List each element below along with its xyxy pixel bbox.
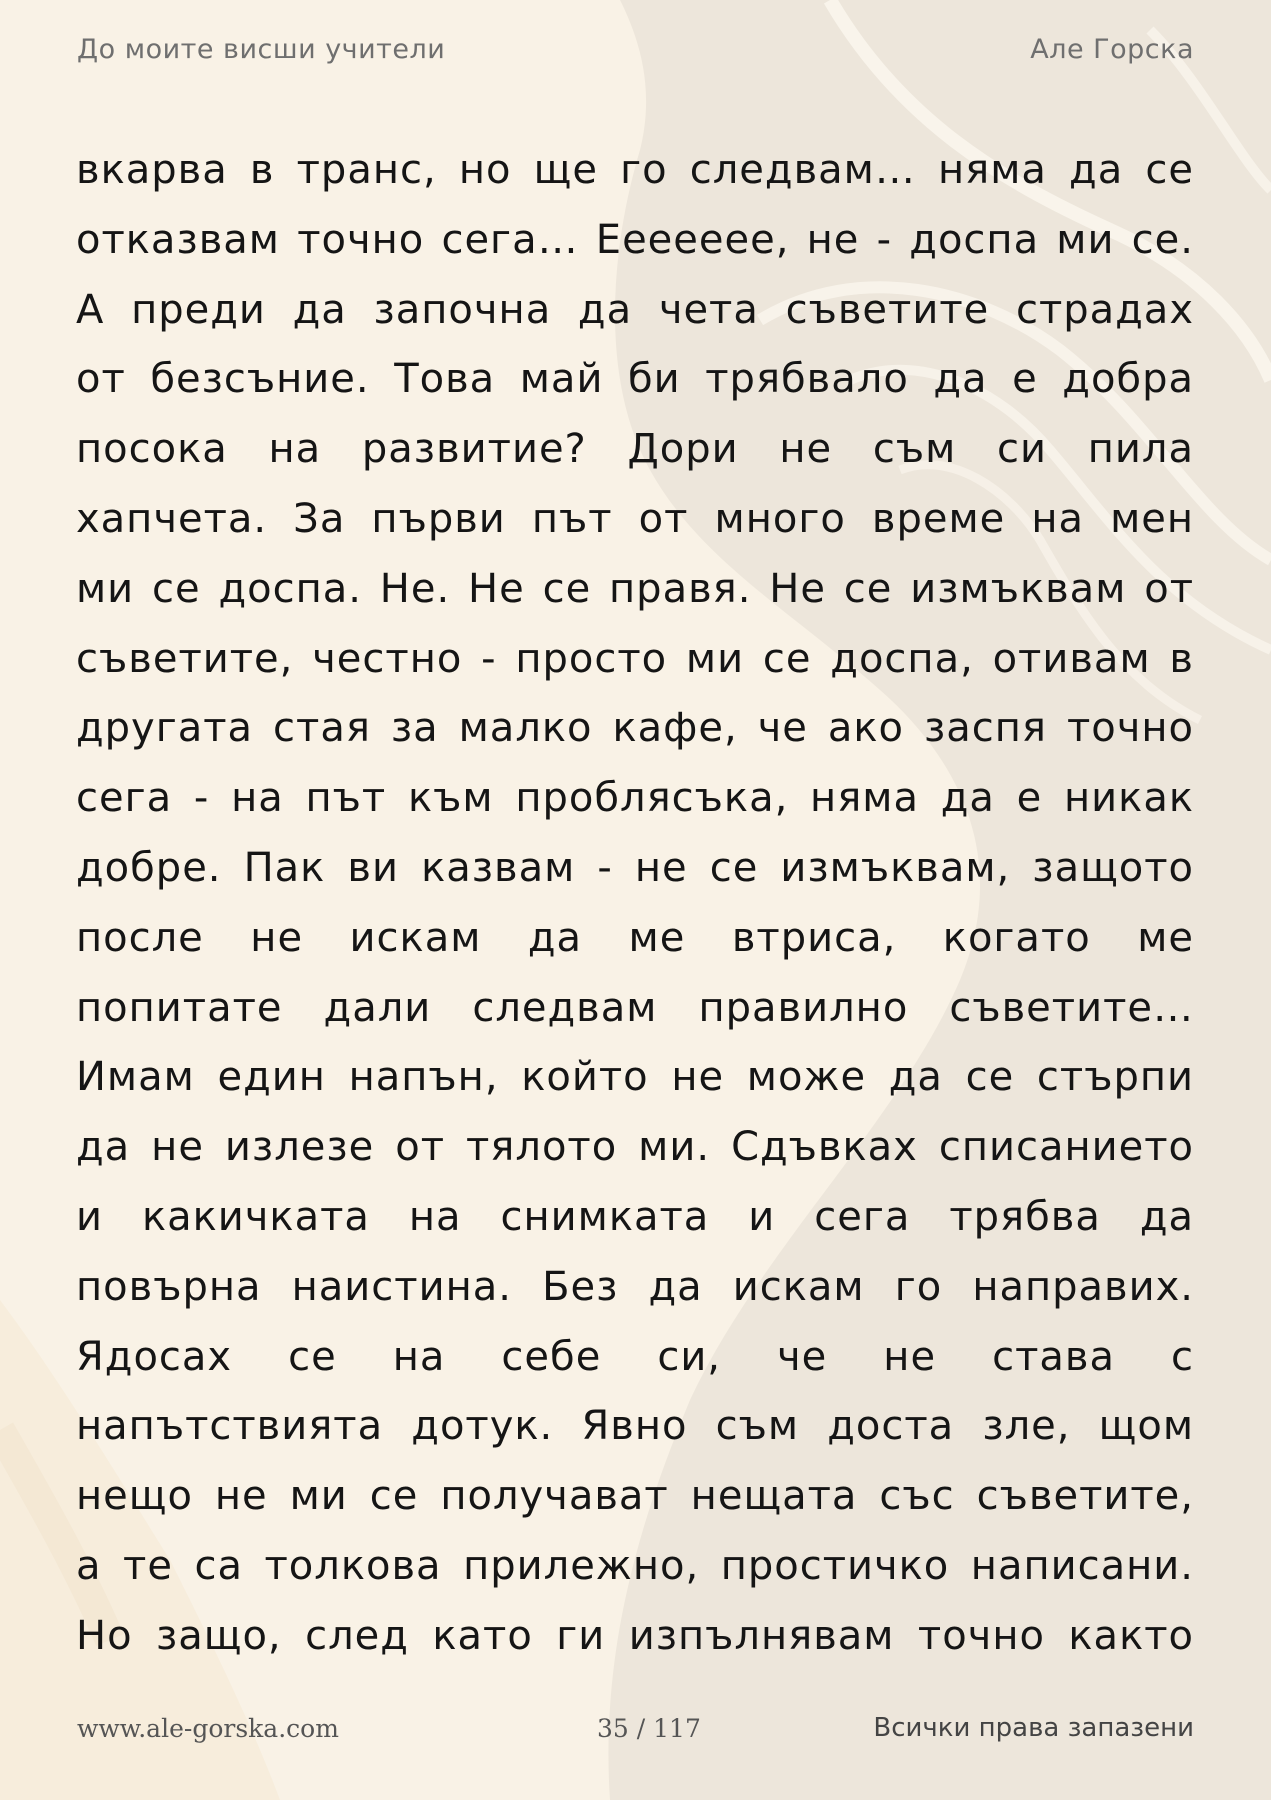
body-line: А преди да започна да чета съветите страдах bbox=[76, 286, 1194, 333]
body-line: другата стая за малко кафе, че ако заспя точно bbox=[76, 705, 1194, 752]
body-line: попитате дали следвам правилно съветите… bbox=[76, 984, 1194, 1031]
body-line: Имам един напън, който не може да се стърпи bbox=[76, 1054, 1194, 1101]
body-line: съветите, честно - просто ми се доспа, отивам в bbox=[76, 635, 1194, 682]
body-line: повърна наистина. Без да искам го направих. bbox=[76, 1263, 1194, 1310]
body-line: ми се доспа. Не. Не се правя. Не се измъквам от bbox=[76, 565, 1194, 612]
body-line: вкарва в транс, но ще го следвам… няма да се bbox=[76, 147, 1194, 193]
body-line: после не искам да ме втриса, когато ме bbox=[76, 914, 1194, 961]
body-line: хапчета. За първи път от много време на мен bbox=[76, 495, 1194, 542]
body-line: посока на развитие? Дори не съм си пила bbox=[76, 426, 1194, 473]
body-line: от безсъние. Това май би трябвало да е добра bbox=[76, 356, 1194, 403]
footer-website: www.ale-gorska.com bbox=[77, 1714, 339, 1743]
header-author: Але Горска bbox=[1030, 34, 1194, 65]
body-line: добре. Пак ви казвам - не се измъквам, защото bbox=[76, 844, 1194, 891]
body-line: отказвам точно сега… Ееееееe, не - доспа ми се. bbox=[76, 216, 1194, 263]
body-line: сега - на път към проблясъка, няма да е никак bbox=[76, 775, 1194, 822]
body-line: напътствията дотук. Явно съм доста зле, щом bbox=[76, 1403, 1194, 1450]
body-line: Но защо, след като ги изпълнявам точно както bbox=[76, 1612, 1194, 1659]
body-line: и какичката на снимката и сега трябва да bbox=[76, 1193, 1194, 1240]
body-line: Ядосах се на себе си, че не става с bbox=[76, 1333, 1194, 1380]
body-line: да не излезе от тялото ми. Сдъвках списанието bbox=[76, 1124, 1194, 1171]
body-text bbox=[76, 136, 1194, 1672]
body-line: а те са толкова прилежно, простичко написани. bbox=[76, 1542, 1194, 1589]
header-book-title: До моите висши учители bbox=[77, 34, 446, 65]
footer-rights: Всички права запазени bbox=[873, 1713, 1194, 1743]
footer-page-number: 35 / 117 bbox=[597, 1714, 701, 1743]
body-line: нещо не ми се получават нещата със съветите, bbox=[76, 1473, 1194, 1520]
